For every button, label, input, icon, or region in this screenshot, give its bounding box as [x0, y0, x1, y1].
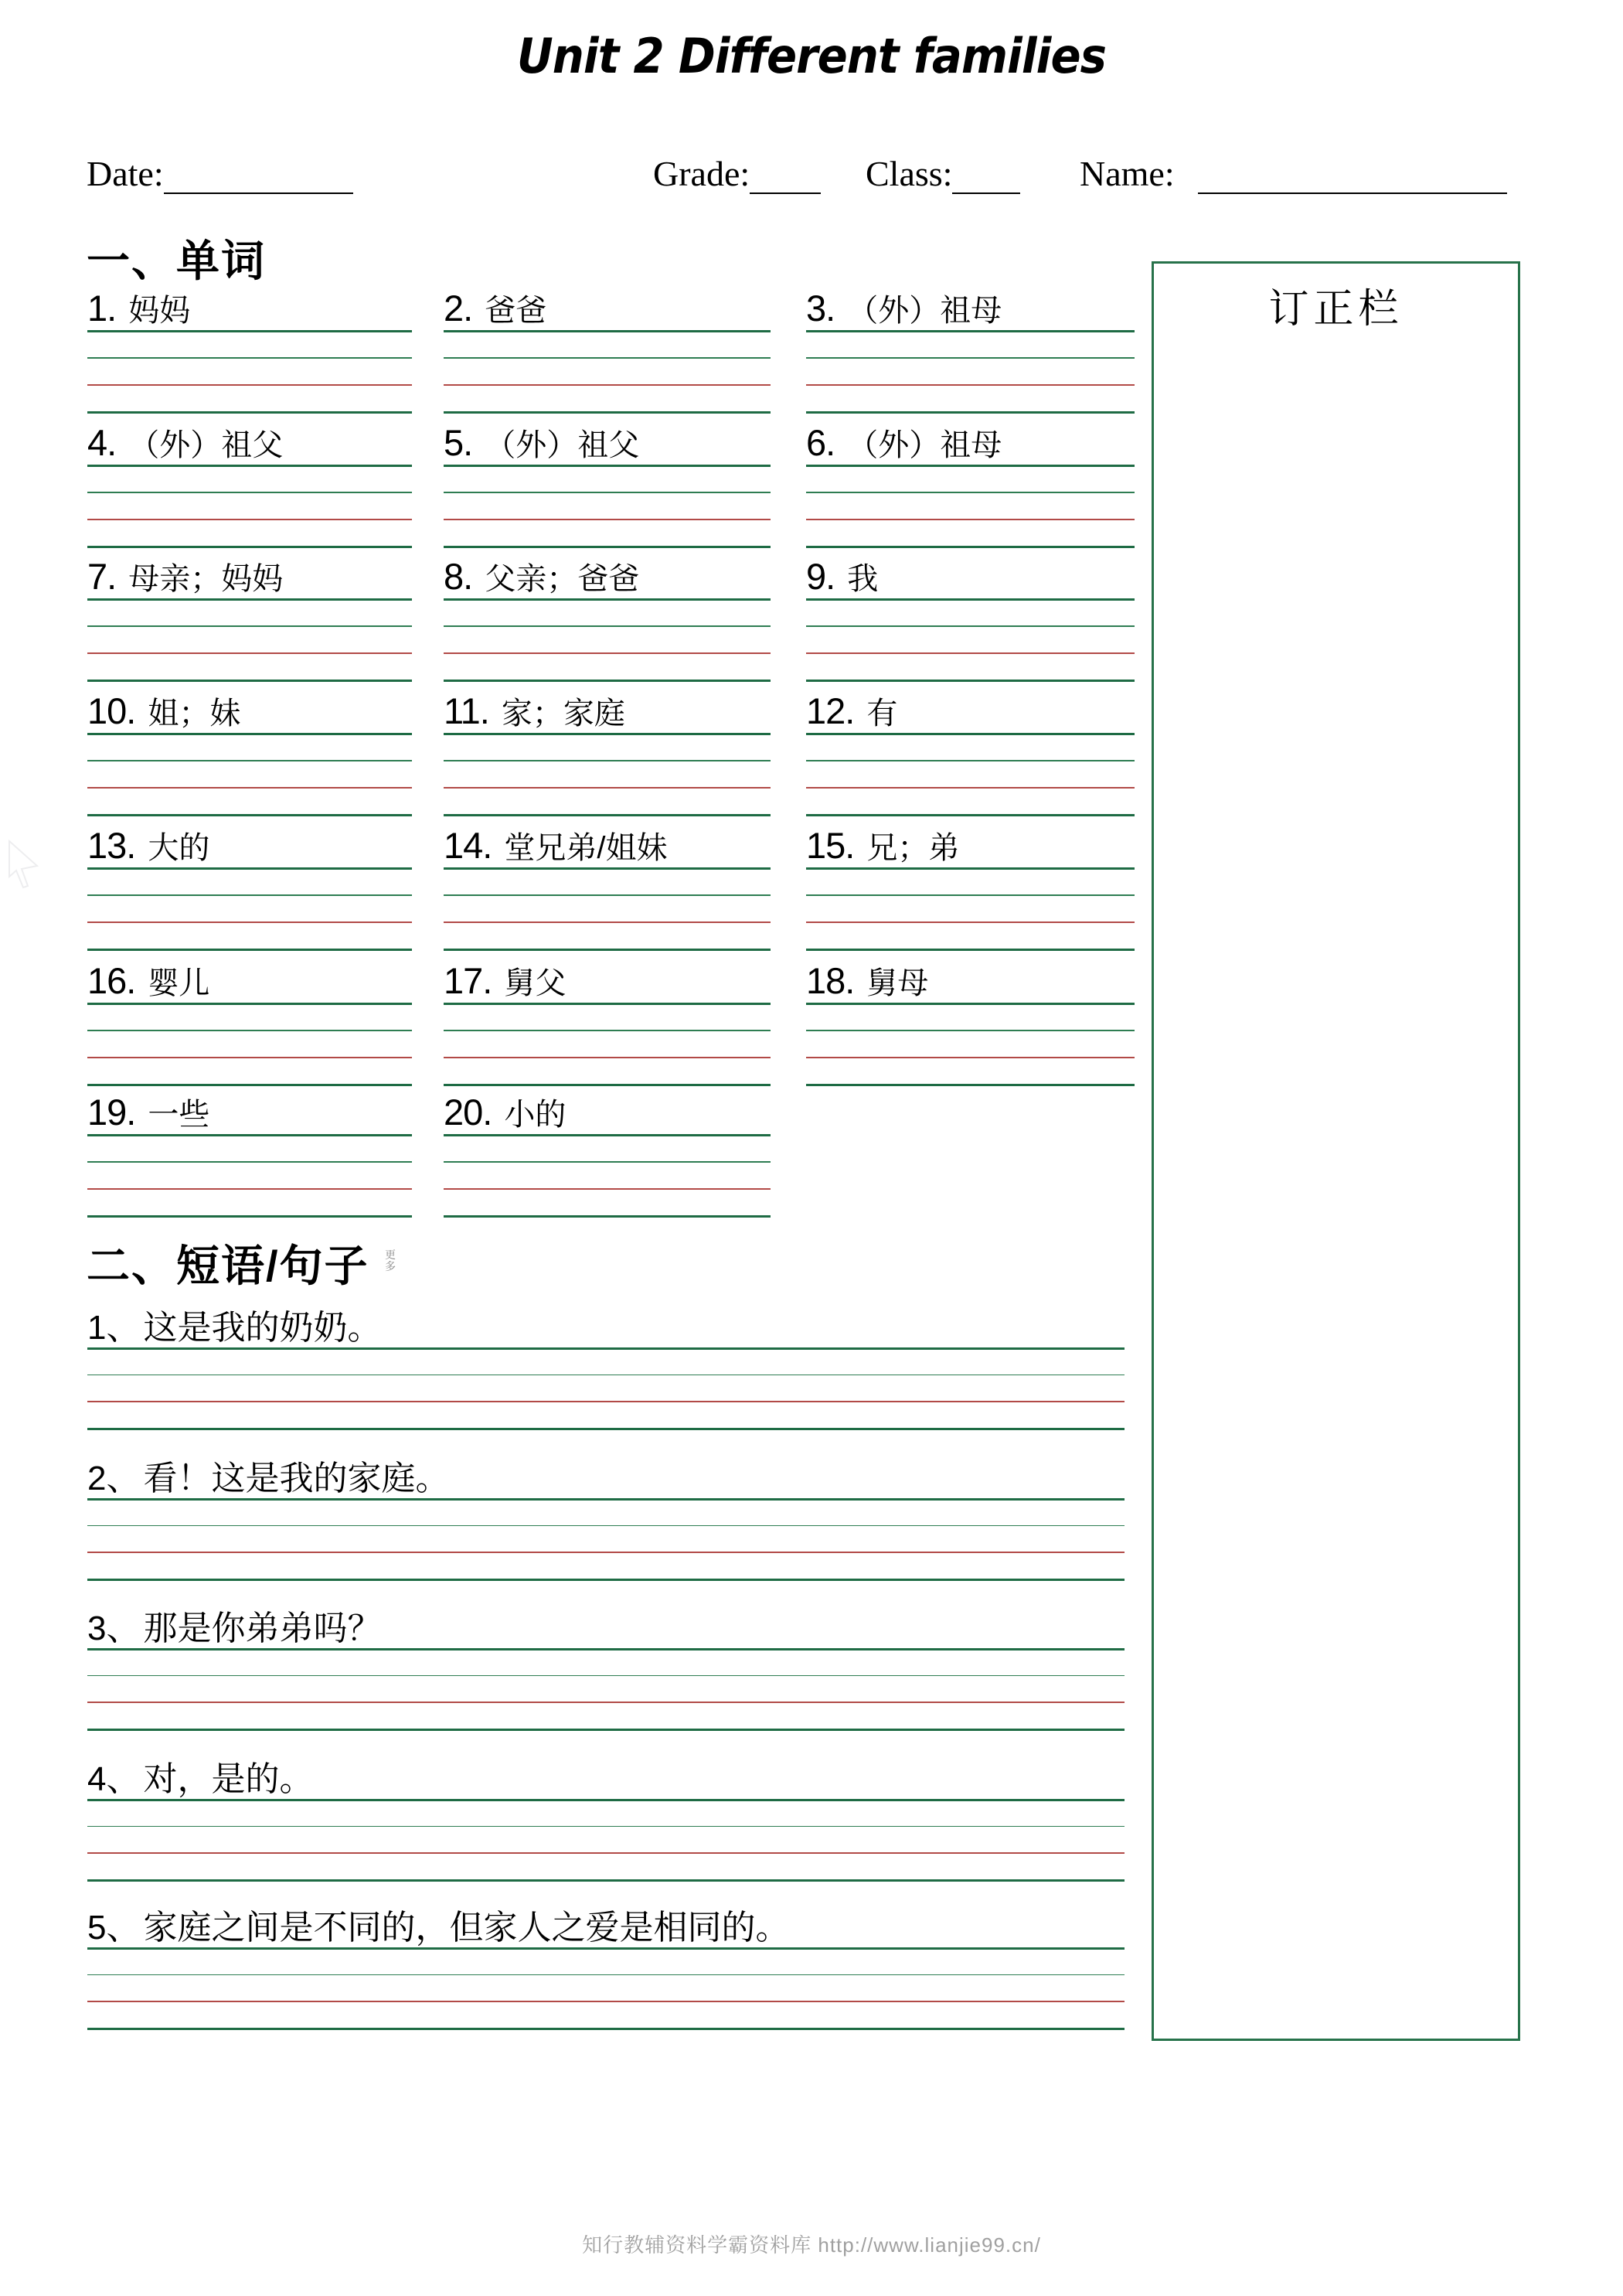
word-item-number: 3. [806, 288, 835, 329]
grade-label: Grade: [653, 154, 750, 193]
class-field [866, 153, 1020, 194]
page-title: Unit 2 Different families [516, 28, 1107, 84]
writing-line-thick [87, 733, 412, 735]
word-item-chinese: 一些 [148, 1098, 210, 1132]
word-item-number: 17. [444, 960, 492, 1001]
writing-grid [806, 598, 1135, 680]
correction-box [1152, 261, 1520, 2041]
word-item [806, 689, 1135, 733]
writing-line-baseline-red [444, 921, 771, 923]
writing-grid [806, 465, 1135, 546]
word-item-number: 10. [87, 690, 136, 731]
writing-line-thick [806, 330, 1135, 332]
writing-line-thick [87, 1428, 1125, 1430]
word-item-number: 5. [444, 422, 473, 463]
date-field [87, 153, 353, 194]
word-item [806, 421, 1135, 465]
writing-line-thin [806, 760, 1135, 761]
writing-line-thin [806, 1030, 1135, 1031]
word-item-number: 14. [444, 825, 492, 866]
writing-line-thick [87, 1947, 1125, 1950]
writing-grid [806, 867, 1135, 949]
sentence-item-label [87, 1300, 1125, 1349]
writing-line-thick [444, 411, 771, 414]
name-blank-line [1198, 157, 1507, 194]
writing-grid [87, 1003, 412, 1084]
word-item-chinese: 爸爸 [485, 294, 547, 328]
word-item-label [444, 689, 771, 733]
writing-grid [444, 1134, 771, 1215]
writing-grid [87, 1347, 1125, 1428]
writing-line-thick [87, 1648, 1125, 1650]
writing-line-thick [87, 1215, 412, 1218]
word-item-label [444, 554, 771, 598]
word-item [806, 286, 1135, 330]
word-item-chinese: 家；家庭 [501, 697, 625, 731]
writing-line-thick [87, 1799, 1125, 1801]
writing-line-baseline-red [87, 1188, 412, 1190]
writing-line-thick [444, 598, 771, 601]
class-label: Class: [866, 154, 953, 193]
sentence-item-chinese: 这是我的奶奶。 [143, 1309, 382, 1347]
word-item-chinese: 妈妈 [128, 294, 191, 328]
writing-line-baseline-red [87, 1852, 1125, 1854]
word-item [444, 286, 771, 330]
writing-line-baseline-red [444, 519, 771, 520]
word-item-chinese: （外）祖母 [847, 294, 1002, 328]
writing-line-thick [806, 814, 1135, 816]
writing-line-thin [806, 492, 1135, 493]
writing-line-thick [87, 1134, 412, 1136]
writing-line-thick [87, 867, 412, 870]
writing-line-thick [87, 2028, 1125, 2030]
word-item-chinese: （外）祖母 [847, 428, 1002, 462]
writing-line-thin [87, 1525, 1125, 1527]
word-item [444, 959, 771, 1003]
writing-line-baseline-red [806, 1057, 1135, 1058]
word-item-label [444, 959, 771, 1003]
sentence-item-chinese: 对，是的。 [143, 1760, 314, 1798]
writing-line-thick [806, 465, 1135, 467]
word-item-chinese: 母亲；妈妈 [128, 562, 284, 596]
word-item-number: 16. [87, 960, 136, 1001]
word-item-number: 13. [87, 825, 136, 866]
writing-line-baseline-red [806, 519, 1135, 520]
word-item-label [87, 1090, 412, 1134]
word-item [806, 823, 1135, 867]
word-item-number: 18. [806, 960, 855, 1001]
word-item-chinese: 婴儿 [148, 966, 210, 1000]
writing-line-thin [444, 1030, 771, 1031]
date-label: Date: [87, 154, 164, 193]
writing-grid [806, 1003, 1135, 1084]
word-item [806, 554, 1135, 598]
writing-line-thick [87, 1879, 1125, 1882]
grade-blank-line [750, 157, 821, 194]
writing-line-thin [87, 894, 412, 896]
writing-line-baseline-red [444, 1188, 771, 1190]
writing-line-thick [444, 733, 771, 735]
writing-line-thick [444, 1215, 771, 1218]
sentence-item [87, 1751, 1125, 1800]
cursor-watermark-icon [5, 836, 45, 896]
writing-line-thick [444, 814, 771, 816]
word-item [87, 286, 412, 330]
class-blank-line [952, 157, 1020, 194]
word-item-label [444, 1090, 771, 1134]
writing-line-baseline-red [806, 652, 1135, 654]
word-item-chinese: 姐；妹 [148, 697, 241, 731]
writing-line-thick [87, 1003, 412, 1005]
word-item [87, 421, 412, 465]
writing-line-thick [444, 465, 771, 467]
writing-line-baseline-red [806, 787, 1135, 789]
writing-line-baseline-red [806, 921, 1135, 923]
writing-line-thin [87, 1375, 1125, 1376]
writing-line-thick [87, 680, 412, 682]
word-item-chinese: 我 [847, 562, 879, 596]
writing-grid [87, 598, 412, 680]
name-label: Name: [1080, 154, 1175, 193]
word-item-label [444, 286, 771, 330]
sentence-item-number: 4、 [87, 1760, 141, 1798]
writing-line-thick [87, 465, 412, 467]
writing-grid [444, 733, 771, 814]
word-item-label [444, 421, 771, 465]
word-item-label [444, 823, 771, 867]
writing-line-thin [87, 625, 412, 627]
sentence-item-label [87, 1751, 1125, 1800]
word-item-chinese: 兄；弟 [866, 831, 960, 865]
word-item-label [87, 421, 412, 465]
writing-grid [444, 598, 771, 680]
writing-line-thin [87, 1974, 1125, 1976]
word-item [87, 959, 412, 1003]
writing-line-thin [444, 760, 771, 761]
sentence-item-number: 5、 [87, 1909, 141, 1947]
word-item-number: 7. [87, 556, 117, 597]
writing-grid [87, 733, 412, 814]
writing-line-baseline-red [87, 519, 412, 520]
word-item-number: 9. [806, 556, 835, 597]
writing-line-thin [444, 492, 771, 493]
writing-grid [87, 1134, 412, 1215]
writing-grid [806, 733, 1135, 814]
word-item [87, 554, 412, 598]
writing-line-thick [444, 680, 771, 682]
writing-line-baseline-red [444, 1057, 771, 1058]
writing-grid [87, 330, 412, 411]
word-item-number: 19. [87, 1092, 136, 1133]
writing-line-baseline-red [444, 652, 771, 654]
writing-line-thick [87, 1084, 412, 1086]
word-item-chinese: （外）祖父 [128, 428, 284, 462]
writing-line-thick [806, 546, 1135, 548]
sentence-item-chinese: 家庭之间是不同的，但家人之爱是相同的。 [143, 1909, 790, 1947]
writing-line-thick [806, 1003, 1135, 1005]
writing-line-thick [87, 598, 412, 601]
writing-line-baseline-red [87, 1057, 412, 1058]
writing-line-thick [806, 680, 1135, 682]
writing-line-thick [444, 546, 771, 548]
sentence-item [87, 1300, 1125, 1349]
word-item-label [806, 421, 1135, 465]
word-item [444, 1090, 771, 1134]
writing-line-thick [806, 867, 1135, 870]
writing-line-baseline-red [87, 384, 412, 386]
writing-grid [87, 1648, 1125, 1729]
sentence-item [87, 1899, 1125, 1949]
sentence-item-number: 2、 [87, 1460, 141, 1497]
writing-line-thick [87, 411, 412, 414]
writing-line-thin [806, 625, 1135, 627]
word-item [444, 421, 771, 465]
writing-line-thick [806, 733, 1135, 735]
correction-box-title: 订正栏 [1268, 287, 1404, 332]
word-item-label [87, 286, 412, 330]
writing-line-thin [87, 492, 412, 493]
writing-line-thin [806, 357, 1135, 359]
word-item-label [806, 959, 1135, 1003]
section-words-heading: 一、单词 [87, 237, 266, 285]
writing-line-baseline-red [87, 787, 412, 789]
sentence-item-number: 3、 [87, 1610, 141, 1647]
sentence-item-number: 1、 [87, 1309, 141, 1347]
writing-line-baseline-red [444, 787, 771, 789]
word-item-label [806, 554, 1135, 598]
word-item-chinese: 大的 [148, 831, 210, 865]
writing-line-thick [444, 1084, 771, 1086]
sentence-item [87, 1600, 1125, 1650]
writing-line-baseline-red [87, 1401, 1125, 1402]
word-item [87, 823, 412, 867]
word-item-chinese: 舅母 [866, 966, 929, 1000]
word-item-number: 8. [444, 556, 473, 597]
writing-line-thin [444, 894, 771, 896]
name-field [1080, 153, 1507, 194]
writing-line-thick [444, 867, 771, 870]
word-item-chinese: 小的 [504, 1098, 567, 1132]
writing-line-thin [806, 894, 1135, 896]
writing-grid [444, 330, 771, 411]
writing-line-baseline-red [87, 1702, 1125, 1703]
word-item-label [87, 823, 412, 867]
word-item-number: 1. [87, 288, 117, 329]
word-item-number: 15. [806, 825, 855, 866]
writing-grid [87, 1799, 1125, 1879]
word-item-number: 12. [806, 690, 855, 731]
writing-line-baseline-red [444, 384, 771, 386]
writing-line-thin [87, 1030, 412, 1031]
writing-line-thick [444, 949, 771, 951]
sentence-item-label [87, 1899, 1125, 1949]
writing-line-baseline-red [87, 652, 412, 654]
word-item-number: 20. [444, 1092, 492, 1133]
writing-line-baseline-red [806, 384, 1135, 386]
writing-grid [87, 1498, 1125, 1579]
writing-line-thick [444, 1003, 771, 1005]
writing-line-thick [806, 1084, 1135, 1086]
writing-line-thin [87, 357, 412, 359]
writing-line-thick [87, 814, 412, 816]
writing-line-thick [444, 330, 771, 332]
footer-text: 知行教辅资料学霸资料库 http://www.lianjie99.cn/ [582, 2233, 1041, 2257]
word-item [87, 689, 412, 733]
writing-line-thin [87, 1675, 1125, 1677]
word-item [87, 1090, 412, 1134]
word-item-number: 4. [87, 422, 117, 463]
word-item [444, 689, 771, 733]
sentence-item [87, 1450, 1125, 1500]
date-blank-line [164, 157, 353, 194]
writing-line-thick [87, 1347, 1125, 1350]
word-item-label [806, 286, 1135, 330]
sentence-item-label [87, 1450, 1125, 1500]
writing-grid [87, 867, 412, 949]
writing-grid [87, 465, 412, 546]
writing-line-thick [444, 1134, 771, 1136]
word-item [806, 959, 1135, 1003]
writing-line-thin [87, 760, 412, 761]
sentence-item-chinese: 看！这是我的家庭。 [143, 1460, 450, 1497]
word-item [444, 823, 771, 867]
writing-line-thick [87, 949, 412, 951]
writing-line-thick [87, 1579, 1125, 1581]
sentence-item-chinese: 那是你弟弟吗？ [143, 1610, 382, 1647]
writing-grid [806, 330, 1135, 411]
writing-line-thick [87, 546, 412, 548]
word-item-label [87, 959, 412, 1003]
word-item-number: 11. [444, 690, 489, 731]
header-row [0, 153, 1623, 203]
writing-line-thick [806, 949, 1135, 951]
grade-field [653, 153, 821, 194]
writing-line-thin [444, 1161, 771, 1163]
writing-line-thin [87, 1826, 1125, 1828]
writing-line-thick [87, 330, 412, 332]
word-item-label [806, 823, 1135, 867]
writing-line-baseline-red [87, 1552, 1125, 1553]
word-item-label [87, 689, 412, 733]
writing-line-thin [444, 357, 771, 359]
section-sentences-heading: 二、短语/句子 [87, 1242, 369, 1290]
word-item-label [87, 554, 412, 598]
word-item [444, 554, 771, 598]
writing-line-thick [87, 1729, 1125, 1731]
writing-line-thick [806, 411, 1135, 414]
writing-line-baseline-red [87, 2001, 1125, 2002]
word-item-number: 2. [444, 288, 473, 329]
writing-grid [444, 1003, 771, 1084]
writing-line-thin [87, 1161, 412, 1163]
writing-line-baseline-red [87, 921, 412, 923]
writing-grid [444, 867, 771, 949]
word-item-chinese: 父亲；爸爸 [485, 562, 640, 596]
writing-grid [87, 1947, 1125, 2028]
side-watermark-text: 更多 [385, 1248, 396, 1272]
word-item-chinese: 堂兄弟/姐妹 [504, 831, 668, 865]
word-item-chinese: 有 [866, 697, 898, 731]
writing-line-thick [806, 598, 1135, 601]
sentence-item-label [87, 1600, 1125, 1650]
word-item-chinese: 舅父 [504, 966, 567, 1000]
writing-line-thin [444, 625, 771, 627]
word-item-number: 6. [806, 422, 835, 463]
word-item-label [806, 689, 1135, 733]
writing-line-thick [87, 1498, 1125, 1501]
word-item-chinese: （外）祖父 [485, 428, 640, 462]
writing-grid [444, 465, 771, 546]
